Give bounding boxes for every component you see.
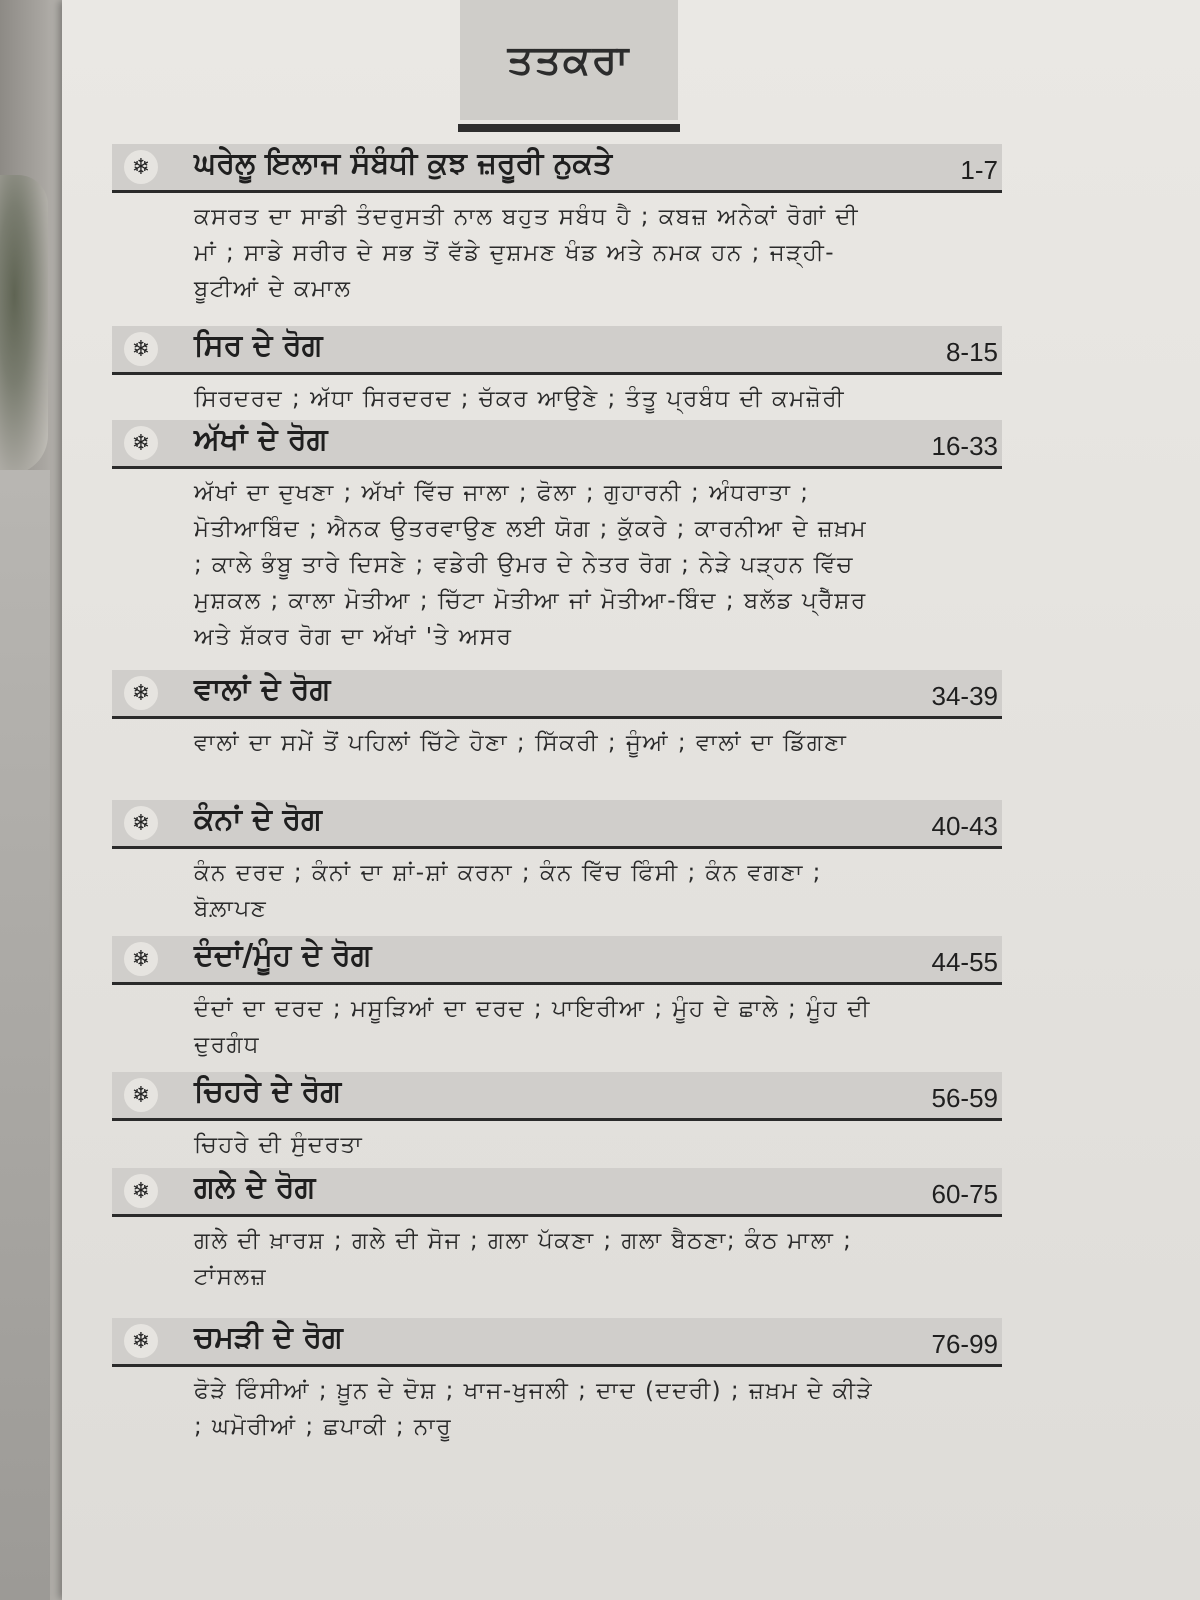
section-topics: ਫੋੜੇ ਫਿੰਸੀਆਂ ; ਖ਼ੂਨ ਦੇ ਦੋਸ਼ ; ਖਾਜ-ਖੁਜਲੀ ; ਦਾਦ (ਦਦਰੀ) ; ਜ਼ਖ਼ਮ ਦੇ ਕੀੜੇ ; ਘਮੋਰੀਆਂ ; ਛਪਾਕੀ ; ਨਾਰੂ [194, 1378, 874, 1440]
section-topics: ਸਿਰਦਰਦ ; ਅੱਧਾ ਸਿਰਦਰਦ ; ਚੱਕਰ ਆਉਣੇ ; ਤੰਤੂ ਪ੍ਰਬੰਧ ਦੀ ਕਮਜ਼ੋਰੀ [194, 386, 846, 412]
page-range: 56-59 [931, 1083, 998, 1113]
page-title: ਤਤਕਰਾ [507, 37, 631, 83]
section-topics: ਵਾਲਾਂ ਦਾ ਸਮੇਂ ਤੋਂ ਪਹਿਲਾਂ ਚਿੱਟੇ ਹੋਣਾ ; ਸਿੱਕਰੀ ; ਜੂੰਆਂ ; ਵਾਲਾਂ ਦਾ ਡਿੱਗਣਾ [194, 730, 848, 756]
snowflake-icon: ❄ [124, 942, 158, 976]
snowflake-icon: ❄ [124, 332, 158, 366]
section-header [112, 936, 1002, 985]
toc-section [112, 144, 1002, 307]
section-topics: ਕਸਰਤ ਦਾ ਸਾਡੀ ਤੰਦਰੁਸਤੀ ਨਾਲ ਬਹੁਤ ਸਬੰਧ ਹੈ ; ਕਬਜ਼ ਅਨੇਕਾਂ ਰੋਗਾਂ ਦੀ ਮਾਂ ; ਸਾਡੇ ਸਰੀਰ ਦੇ ਸਭ ਤੋਂ ਵੱਡੇ ਦੁਸ਼ਮਣ ਖੰਡ ਅਤੇ ਨਮਕ ਹਨ ; ਜੜ੍ਹੀ-ਬੂਟੀਆਂ ਦੇ ਕਮਾਲ [194, 204, 859, 302]
section-title: ਅੱਖਾਂ ਦੇ ਰੋਗ [194, 422, 328, 457]
toc-section [112, 670, 1002, 761]
toc-section [112, 936, 1002, 1063]
section-topics: ਗਲੇ ਦੀ ਖ਼ਾਰਸ਼ ; ਗਲੇ ਦੀ ਸੋਜ ; ਗਲਾ ਪੱਕਣਾ ; ਗਲਾ ਬੈਠਣਾ; ਕੰਠ ਮਾਲਾ ; ਟਾਂਸਲਜ਼ [194, 1228, 853, 1290]
section-topics: ਕੰਨ ਦਰਦ ; ਕੰਨਾਂ ਦਾ ਸ਼ਾਂ-ਸ਼ਾਂ ਕਰਨਾ ; ਕੰਨ ਵਿੱਚ ਫਿੰਸੀ ; ਕੰਨ ਵਗਣਾ ; ਬੋਲ਼ਾਪਣ [194, 860, 822, 922]
section-header [112, 800, 1002, 849]
section-topics: ਅੱਖਾਂ ਦਾ ਦੁਖਣਾ ; ਅੱਖਾਂ ਵਿੱਚ ਜਾਲਾ ; ਫੋਲਾ ; ਗੁਹਾਰਨੀ ; ਅੰਧਰਾਤਾ ; ਮੋਤੀਆਬਿੰਦ ; ਐਨਕ ਉਤਰਵਾਉਣ ਲਈ ਯੋਗ ; ਕੁੱਕਰੇ ; ਕਾਰਨੀਆ ਦੇ ਜ਼ਖ਼ਮ ; ਕਾਲੇ ਭੰਬੂ ਤਾਰੇ ਦਿਸਣੇ ; ਵਡੇਰੀ ਉਮਰ ਦੇ ਨੇਤਰ ਰੋਗ ; ਨੇੜੇ ਪੜ੍ਹਨ ਵਿੱਚ ਮੁਸ਼ਕਲ ; ਕਾਲਾ ਮੋਤੀਆ ; ਚਿੱਟਾ ਮੋਤੀਆ ਜਾਂ ਮੋਤੀਆ-ਬਿੰਦ ; ਬਲੱਡ ਪ੍ਰੈੱਸ਼ਰ ਅਤੇ ਸ਼ੱਕਰ ਰੋਗ ਦਾ ਅੱਖਾਂ 'ਤੇ ਅਸਰ [194, 480, 868, 650]
page-range: 1-7 [960, 155, 998, 185]
toc-section [112, 1072, 1002, 1163]
section-header [112, 1318, 1002, 1367]
section-header [112, 670, 1002, 719]
section-header [112, 1072, 1002, 1121]
section-topics: ਚਿਹਰੇ ਦੀ ਸੁੰਦਰਤਾ [194, 1132, 364, 1158]
section-title: ਸਿਰ ਦੇ ਰੋਗ [194, 328, 323, 363]
toc-section [112, 800, 1002, 927]
page-range: 44-55 [931, 947, 998, 977]
toc-section [112, 1168, 1002, 1295]
page-range: 34-39 [931, 681, 998, 711]
title-underline [458, 124, 680, 132]
section-title: ਦੰਦਾਂ/ਮੂੰਹ ਦੇ ਰੋਗ [194, 938, 372, 973]
section-header [112, 1168, 1002, 1217]
snowflake-icon: ❄ [124, 426, 158, 460]
left-page-shadow [0, 470, 50, 1600]
section-title: ਘਰੇਲੂ ਇਲਾਜ ਸੰਬੰਧੀ ਕੁਝ ਜ਼ਰੂਰੀ ਨੁਕਤੇ [194, 146, 613, 181]
section-title: ਚਮੜੀ ਦੇ ਰੋਗ [194, 1320, 343, 1355]
toc-section [112, 1318, 1002, 1445]
page-range: 16-33 [931, 431, 998, 461]
section-title: ਗਲੇ ਦੇ ਰੋਗ [194, 1170, 316, 1205]
toc-section [112, 420, 1002, 655]
page-range: 8-15 [945, 337, 998, 367]
snowflake-icon: ❄ [124, 150, 158, 184]
snowflake-icon: ❄ [124, 1324, 158, 1358]
section-header [112, 144, 1002, 193]
cover-photo-fragment [0, 175, 48, 475]
snowflake-icon: ❄ [124, 676, 158, 710]
toc-section [112, 326, 1002, 417]
snowflake-icon: ❄ [124, 1078, 158, 1112]
title-box [460, 0, 678, 120]
page-range: 40-43 [931, 811, 998, 841]
contents-page [62, 0, 1200, 1600]
page-range: 76-99 [931, 1329, 998, 1359]
section-topics: ਦੰਦਾਂ ਦਾ ਦਰਦ ; ਮਸੂੜਿਆਂ ਦਾ ਦਰਦ ; ਪਾਇਰੀਆ ; ਮੂੰਹ ਦੇ ਛਾਲੇ ; ਮੂੰਹ ਦੀ ਦੁਰਗੰਧ [194, 996, 871, 1058]
section-title: ਚਿਹਰੇ ਦੇ ਰੋਗ [194, 1074, 342, 1109]
page-range: 60-75 [931, 1179, 998, 1209]
snowflake-icon: ❄ [124, 806, 158, 840]
section-title: ਵਾਲਾਂ ਦੇ ਰੋਗ [194, 672, 331, 707]
section-title: ਕੰਨਾਂ ਦੇ ਰੋਗ [194, 802, 322, 837]
section-header [112, 326, 1002, 375]
section-header [112, 420, 1002, 469]
snowflake-icon: ❄ [124, 1174, 158, 1208]
